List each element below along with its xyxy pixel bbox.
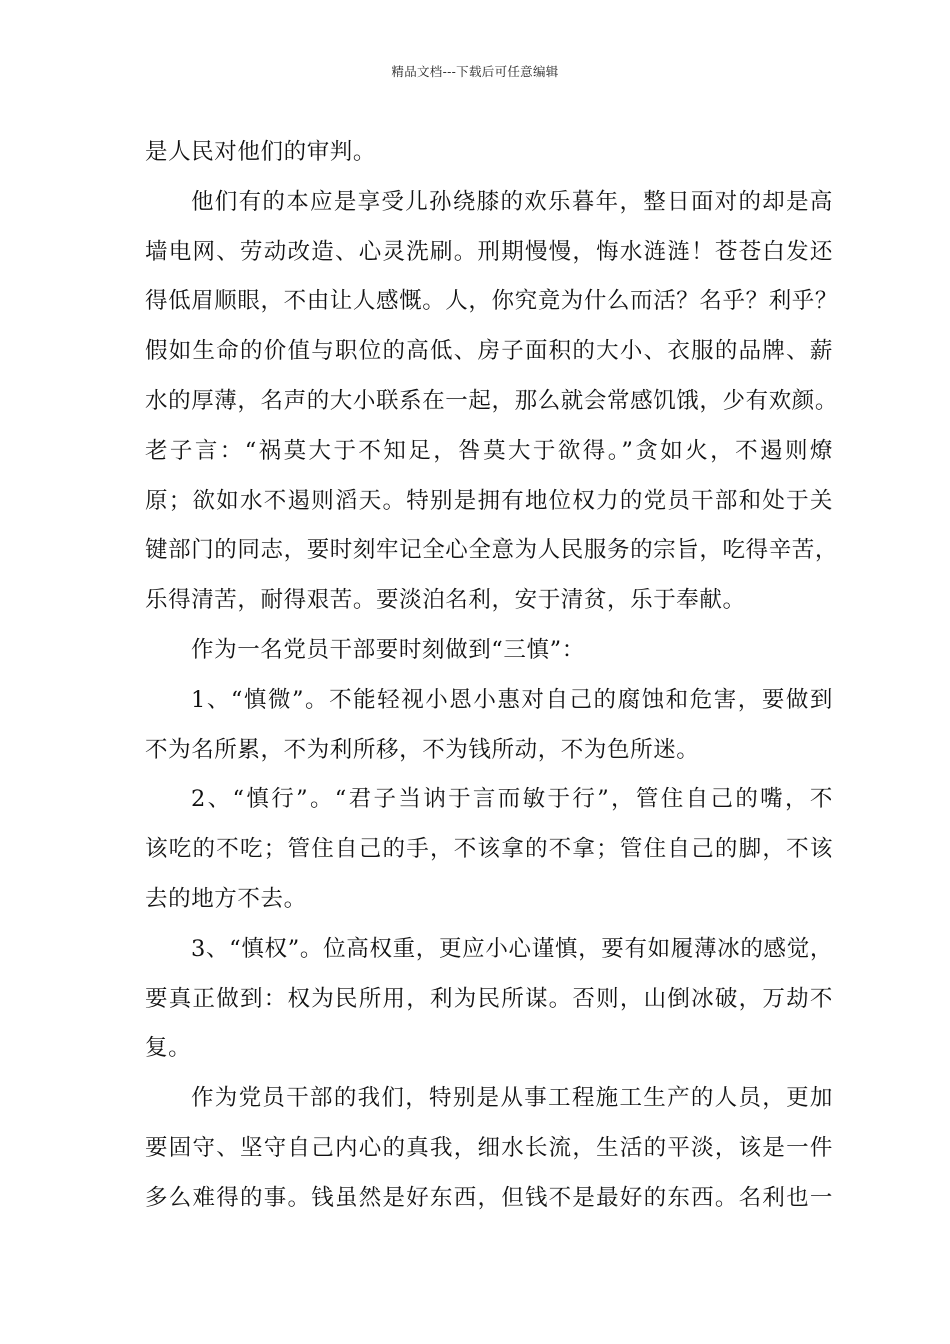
body-text [145,128,839,1224]
text-line: 作为党员干部的我们，特别是从事工程施工生产的人员，更加 [191,1085,833,1112]
text-line: 得低眉顺眼，不由让人感慨。人，你究竟为什么而活？名乎？利乎？ [145,288,839,315]
text-line: 原；欲如水不遏则滔天。特别是拥有地位权力的党员干部和处于关 [145,487,833,514]
text-line: 是人民对他们的审判。 [145,139,377,165]
text-line: 该吃的不吃；管住自己的手，不该拿的不拿；管住自己的脚，不该 [145,836,833,863]
text-line: 乐得清苦，耐得艰苦。要淡泊名利，安于清贫，乐于奉献。 [145,587,746,614]
text-line: 去的地方不去。 [145,885,307,912]
text-line: 水的厚薄，名声的大小联系在一起，那么就会常感饥饿，少有欢颜。 [145,387,839,414]
text-line: 要真正做到：权为民所用，利为民所谋。否则，山倒冰破，万劫不 [145,985,833,1012]
text-line: 他们有的本应是享受儿孙绕膝的欢乐暮年，整日面对的却是高 [191,188,833,215]
text-line: 1、“慎微”。不能轻视小恩小惠对自己的腐蚀和危害，要做到 [191,686,833,713]
text-line: 要固守、坚守自己内心的真我，细水长流，生活的平淡，该是一件 [145,1134,833,1161]
text-line: 2、“慎行”。“君子当讷于言而敏于行”，管住自己的嘴，不 [191,786,833,813]
page-header: 精品文档---下载后可任意编辑 [391,64,559,79]
text-line: 键部门的同志，要时刻牢记全心全意为人民服务的宗旨，吃得辛苦， [145,537,839,564]
text-line: 作为一名党员干部要时刻做到“三慎”： [191,636,585,663]
text-line: 多么难得的事。钱虽然是好东西，但钱不是最好的东西。名利也一 [145,1184,833,1211]
text-line: 3、“慎权”。位高权重，更应小心谨慎，要有如履薄冰的感觉， [191,935,833,962]
text-line: 复。 [145,1035,192,1062]
text-line: 假如生命的价值与职位的高低、房子面积的大小、衣服的品牌、薪 [145,338,833,365]
text-line: 不为名所累，不为利所移，不为钱所动，不为色所迷。 [145,736,700,763]
text-line: 墙电网、劳动改造、心灵洗刷。刑期慢慢，悔水涟涟！苍苍白发还 [145,238,833,265]
text-line: 老子言：“祸莫大于不知足，咎莫大于欲得。”贪如火，不遏则燎 [145,437,833,464]
